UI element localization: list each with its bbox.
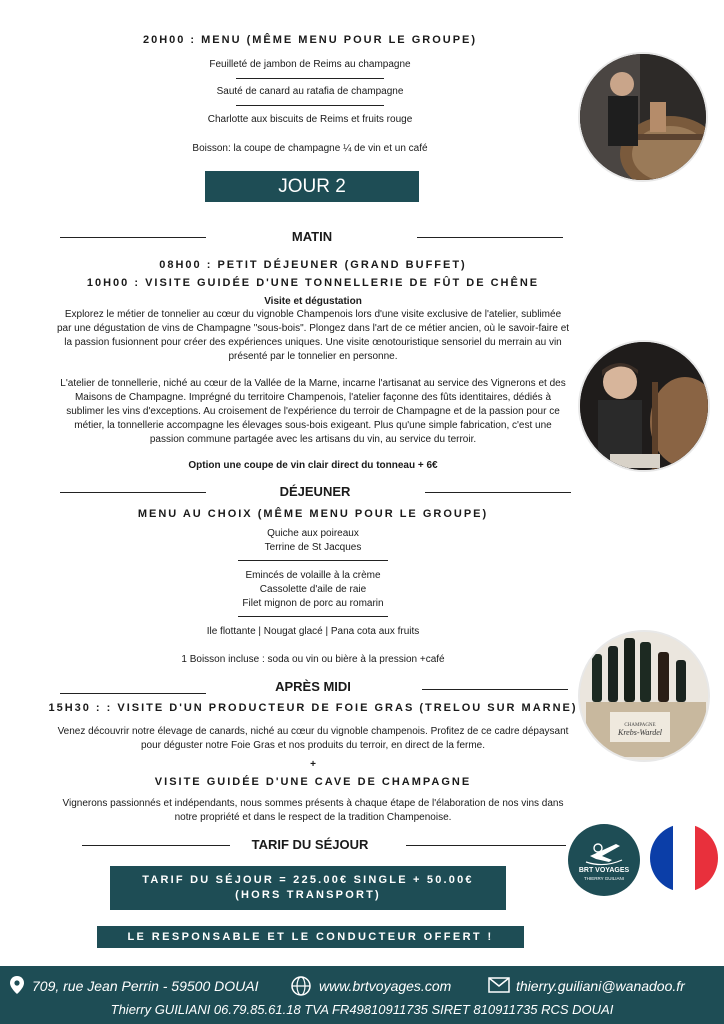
divider (417, 237, 563, 238)
dinner-heading: 20H00 : MENU (MÊME MENU POUR LE GROUPE) (142, 34, 478, 46)
globe-icon (291, 976, 311, 996)
main-item: Filet mignon de porc au romarin (242, 598, 384, 609)
divider (60, 693, 206, 694)
foie-gras-paragraph: Venez découvrir notre élevage de canards, niché au cœur du vignoble champenois. Profitez de ce cadre dépaysant pour déguster notre Foie Gras et nos produits du terroir, en direct de la ferme. (57, 726, 569, 751)
price-banner (110, 866, 506, 910)
french-flag-icon (650, 824, 718, 892)
cooper-barrel-photo (578, 52, 708, 182)
dinner-item-2: Sauté de canard au ratafia de champagne (216, 86, 404, 97)
section-title-dejeuner: DÉJEUNER (279, 484, 351, 499)
logo-subtitle: THIERRY GUILIANI (583, 876, 625, 881)
day-title-banner: JOUR 2 (205, 171, 419, 202)
divider (422, 689, 568, 690)
location-pin-icon (10, 976, 24, 994)
divider (236, 105, 384, 106)
footer-bar (0, 966, 724, 1024)
lunch-desserts: Ile flottante | Nougat glacé | Pana cota aux fruits (206, 626, 420, 637)
foie-gras-visit-heading: 15H30 : : VISITE D'UN PRODUCTEUR DE FOIE GRAS (TRELOU SUR MARNE) (48, 702, 578, 714)
offer-banner: LE RESPONSABLE ET LE CONDUCTEUR OFFERT ! (97, 926, 524, 948)
dinner-item-3: Charlotte aux biscuits de Reims et fruits rouge (207, 114, 413, 125)
starter-item: Terrine de St Jacques (264, 542, 362, 553)
divider (60, 492, 206, 493)
footer-website-link[interactable]: www.brtvoyages.com (319, 978, 452, 994)
main-item: Emincés de volaille à la crème (245, 570, 381, 581)
section-title-matin: MATIN (291, 229, 333, 244)
divider (60, 237, 206, 238)
main-item: Cassolette d'aile de raie (259, 584, 367, 595)
divider (238, 560, 388, 561)
price-note: (HORS TRANSPORT) (235, 889, 381, 901)
price-line: TARIF DU SÉJOUR = 225.00€ SINGLE + 50.00€ (142, 874, 474, 886)
divider (236, 78, 384, 79)
divider (425, 492, 571, 493)
lunch-starters (150, 527, 476, 555)
champagne-cave-heading: VISITE GUIDÉE D'UNE CAVE DE CHAMPAGNE (154, 776, 472, 788)
dinner-drink: Boisson: la coupe de champagne ¼ de vin et un café (192, 143, 428, 154)
section-title-apres-midi: APRÈS MIDI (275, 679, 351, 694)
cooperage-paragraph-1: Explorez le métier de tonnelier au cœur du vignoble Champenois lors d'une visite exclusive de l'atelier, sublimée par une dégustation de vins de Champagne "sous-bois". Plongez dans l'art de ce métier ancien, où le savoir-faire et la passion fusionnent pour créer des expériences uniques. Une visite œnotouristique sensoriel du merrain au vin présenté par le tonnelier en personne. (56, 309, 570, 362)
cooperage-visit-subtitle: Visite et dégustation (264, 296, 362, 307)
brt-voyages-logo (568, 824, 640, 896)
option-wine-tasting: Option une coupe de vin clair direct du tonneau + 6€ (188, 460, 438, 471)
cooper-portrait-photo (578, 340, 710, 472)
footer-legal: Thierry GUILIANI 06.79.85.61.18 TVA FR49810911735 SIRET 810911735 RCS DOUAI (110, 1002, 614, 1017)
divider (82, 845, 230, 846)
dinner-item-1: Feuilleté de jambon de Reims au champagne (209, 59, 411, 70)
breakfast-heading: 08H00 : PETIT DÉJEUNER (GRAND BUFFET) (159, 259, 467, 271)
logo-name: BRT VOYAGES (578, 867, 630, 874)
cooperage-visit-heading: 10H00 : VISITE GUIDÉE D'UNE TONNELLERIE DE FÛT DE CHÊNE (86, 277, 540, 289)
envelope-icon (488, 977, 510, 993)
divider (406, 845, 566, 846)
footer-email-link[interactable]: thierry.guiliani@wanadoo.fr (516, 978, 685, 994)
divider (238, 616, 388, 617)
footer-address: 709, rue Jean Perrin - 59500 DOUAI (32, 978, 259, 994)
bottle-label-text: Krebs-Wardel (618, 728, 662, 737)
section-title-tarif: TARIF DU SÉJOUR (251, 837, 369, 852)
plus-sign: + (310, 759, 316, 770)
starter-item: Quiche aux poireaux (267, 528, 359, 539)
lunch-drink: 1 Boisson incluse : soda ou vin ou bière à la pression +café (181, 654, 445, 665)
lunch-mains (150, 569, 476, 611)
bottle-label-sub: CHAMPAGNE (624, 723, 656, 728)
lunch-menu-heading: MENU AU CHOIX (MÊME MENU POUR LE GROUPE) (137, 508, 489, 520)
champagne-cave-paragraph: Vignerons passionnés et indépendants, nous sommes présents à chaque étape de l'élaboration de nos vins dans notre propriété et dans le respect de la tradition Champenoise. (62, 798, 564, 823)
cooperage-paragraph-2: L'atelier de tonnellerie, niché au cœur de la Vallée de la Marne, incarne l'artisanat au service des Vignerons et des Maisons de Champagne. Imprégné du territoire Champenois, l'atelier façonne des fûts identitaires, dédiés à sublimer les vins d'exceptions. Au croisement de l'expérience du terroir de Champagne et de la passion pour ce métier, la tonnellerie accompagne les élevages sous-bois exigeant. Plus qu'une simple fabrication, c'est une passion commune partagée avec les artisans du vin, au service du terroir. (60, 378, 566, 445)
